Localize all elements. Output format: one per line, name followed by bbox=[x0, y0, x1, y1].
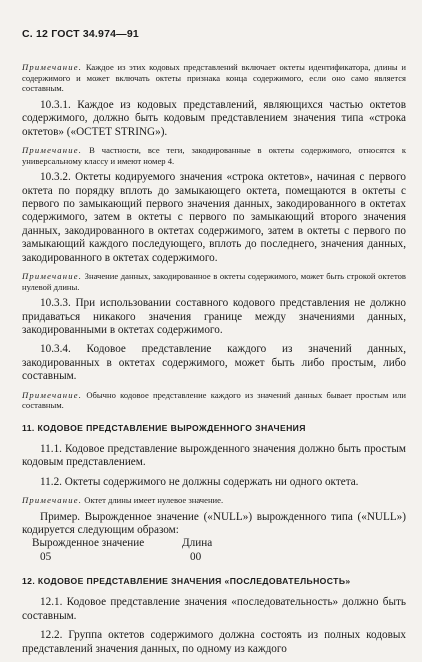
example-text: Пример. Вырожденное значение («NULL») вырожденного типа («NULL») кодируется следующим образом: bbox=[22, 510, 406, 537]
table-cell-length: 00 bbox=[190, 550, 202, 563]
note-2 bbox=[22, 145, 406, 166]
table-header-value: Вырожденное значение bbox=[32, 537, 145, 550]
section-11-heading: 11. КОДОВОЕ ПРЕДСТАВЛЕНИЕ ВЫРОЖДЕННОГО ЗНАЧЕНИЯ bbox=[22, 422, 306, 433]
paragraph-10-3-4: 10.3.4. Кодовое представление каждого из значений данных, закодированных в октетах содержимого, может быть либо простым, либо составным. bbox=[22, 343, 406, 383]
paragraph-10-3-3: 10.3.3. При использовании составного кодового представления не должно придаваться никакого значения границе между значениями данных, закодированными в октетах содержимого. bbox=[22, 297, 406, 337]
paragraph-10-3-2: 10.3.2. Октеты кодируемого значения «строка октетов», начиная с первого октета по порядку вплоть до замыкающего октета, помещаются в октеты с первого по замыкающий первого значения данных, закодированного в октетах содержимого, затем в октеты с первого по замыкающий второго значения данных, закодированного в октетах содержимого, затем в октеты с первого по замыкающий каждого последующего, вплоть до последнего, значения данных, закодированного в октетах содержимого. bbox=[22, 171, 406, 264]
section-12-heading: 12. КОДОВОЕ ПРЕДСТАВЛЕНИЕ ЗНАЧЕНИЯ «ПОСЛЕДОВАТЕЛЬНОСТЬ» bbox=[22, 576, 351, 587]
note-text: Значение данных, закодированное в октеты содержимого, может быть строкой октетов нулевой длины. bbox=[22, 271, 406, 292]
table-cell-value: 05 bbox=[40, 550, 52, 563]
note-lead: Примечание. bbox=[22, 145, 83, 155]
page-content bbox=[22, 62, 406, 662]
note-text: Октет длины имеет нулевое значение. bbox=[84, 495, 224, 506]
paragraph-10-3-1: 10.3.1. Каждое из кодовых представлений, являющихся частью октетов содержимого, должно быть кодовым представлением значения типа «строка октетов» («OCTET STRING»). bbox=[22, 98, 406, 138]
note-1 bbox=[22, 62, 406, 94]
paragraph-11-2: 11.2. Октеты содержимого не должны содержать ни одного октета. bbox=[40, 475, 359, 488]
paragraph-12-1: 12.1. Кодовое представление значения «последовательность» должно быть составным. bbox=[22, 596, 406, 622]
table-header-length: Длина bbox=[182, 537, 213, 550]
paragraph-12-2: 12.2. Группа октетов содержимого должна состоять из полных кодовых представлений значения данных, по одному из каждого bbox=[22, 629, 406, 655]
note-text: В частности, все теги, закодированные в октеты содержимого, относятся к универсальному классу и имеют номер 4. bbox=[22, 145, 406, 166]
note-4 bbox=[22, 390, 406, 411]
example-table-header bbox=[22, 537, 406, 550]
example-table-row bbox=[22, 551, 406, 564]
note-lead: Примечание. bbox=[22, 62, 83, 72]
note-3 bbox=[22, 271, 406, 292]
page-header: С. 12 ГОСТ 34.974—91 bbox=[22, 28, 139, 40]
paragraph-11-1: 11.1. Кодовое представление вырожденного значения должно быть простым кодовым представлением. bbox=[22, 442, 406, 469]
note-lead: Примечание. bbox=[22, 389, 83, 400]
note-lead: Примечание. bbox=[22, 495, 83, 506]
note-lead: Примечание. bbox=[22, 271, 83, 282]
note-text: Обычно кодовое представление каждого из значений данных бывает простым или составным. bbox=[22, 389, 407, 411]
note-text: Каждое из этих кодовых представлений включает октеты идентификатора, длины и содержимого и может включать октеты признака конца содержимого, если оно само является составным. bbox=[22, 62, 406, 94]
note-5 bbox=[22, 495, 406, 506]
